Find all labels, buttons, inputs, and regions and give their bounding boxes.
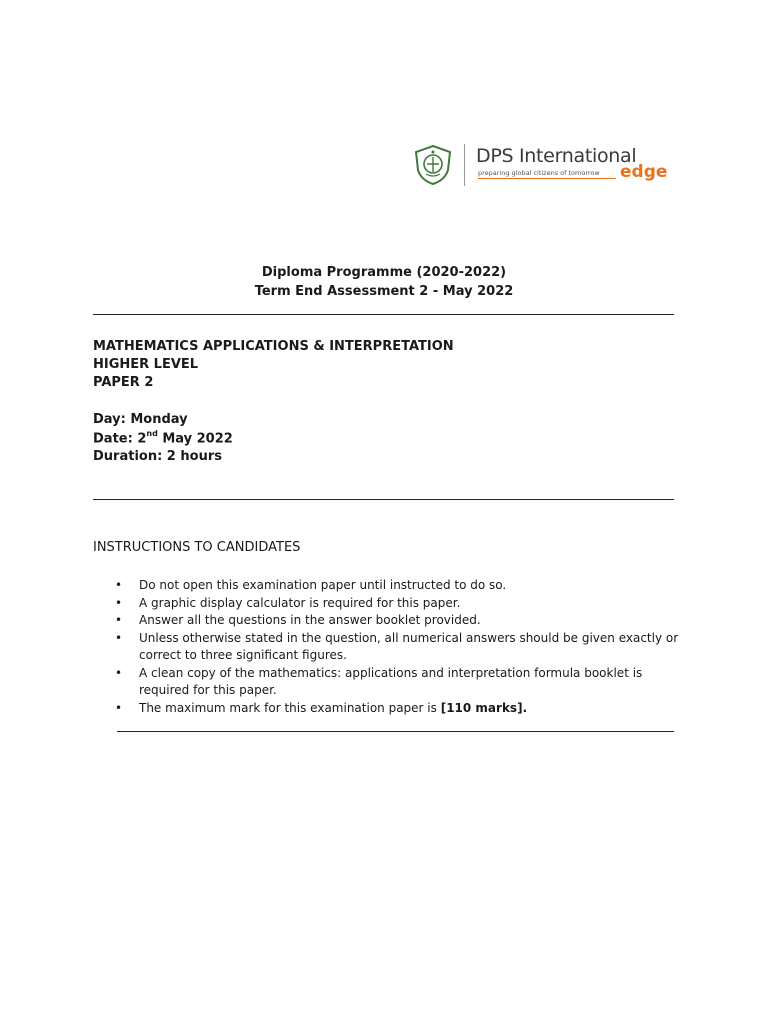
bullet-icon: • bbox=[115, 700, 123, 715]
instructions-heading: INSTRUCTIONS TO CANDIDATES bbox=[93, 540, 301, 555]
instruction-item bbox=[93, 630, 693, 665]
exam-date-suffix: May 2022 bbox=[157, 431, 233, 447]
instruction-text: Answer all the questions in the answer booklet provided. bbox=[139, 613, 481, 627]
paper-number: PAPER 2 bbox=[93, 375, 154, 390]
instruction-item bbox=[93, 665, 693, 700]
bullet-icon: • bbox=[115, 595, 123, 610]
logo-brand-name: DPS International bbox=[476, 145, 637, 167]
instruction-item bbox=[93, 577, 693, 595]
subject-title: MATHEMATICS APPLICATIONS & INTERPRETATION bbox=[93, 339, 454, 354]
instruction-item bbox=[93, 612, 693, 630]
bullet-icon: • bbox=[115, 630, 123, 645]
instruction-text: A graphic display calculator is required for this paper. bbox=[139, 595, 461, 610]
logo-tagline: preparing global citizens of tomorrow bbox=[478, 169, 600, 177]
instruction-text: The maximum mark for this examination paper is bbox=[139, 700, 441, 715]
subject-level: HIGHER LEVEL bbox=[93, 357, 199, 372]
instructions-list bbox=[93, 577, 693, 717]
logo-edge-word: edge bbox=[620, 162, 668, 182]
instruction-text: Unless otherwise stated in the question, all numerical answers should be given exactly or correct to three significant figures. bbox=[139, 630, 679, 662]
header-divider bbox=[93, 314, 674, 315]
instructions-divider bbox=[117, 731, 674, 732]
exam-date bbox=[93, 430, 233, 446]
bullet-icon: • bbox=[115, 665, 123, 680]
instruction-item bbox=[93, 595, 693, 613]
instruction-item bbox=[93, 700, 693, 718]
instruction-text: A clean copy of the mathematics: applications and interpretation formula booklet is required for this paper. bbox=[139, 665, 643, 697]
bullet-icon: • bbox=[115, 613, 123, 627]
programme-title: Diploma Programme (2020-2022) bbox=[261, 265, 507, 280]
assessment-title: Term End Assessment 2 - May 2022 bbox=[254, 284, 514, 299]
logo-divider bbox=[464, 144, 465, 186]
exam-day: Day: Monday bbox=[93, 412, 188, 427]
exam-date-prefix: Date: 2 bbox=[93, 431, 147, 447]
bullet-icon: • bbox=[115, 578, 123, 592]
maximum-marks: [110 marks] bbox=[440, 700, 523, 715]
details-divider bbox=[93, 499, 674, 500]
instruction-text: Do not open this examination paper until instructed to do so. bbox=[139, 578, 507, 592]
instruction-period: . bbox=[522, 700, 528, 715]
exam-date-ordinal: nd bbox=[146, 429, 158, 438]
dps-international-logo bbox=[412, 142, 672, 188]
logo-underline bbox=[478, 178, 616, 179]
school-crest-icon bbox=[412, 144, 454, 186]
exam-duration: Duration: 2 hours bbox=[93, 449, 222, 464]
